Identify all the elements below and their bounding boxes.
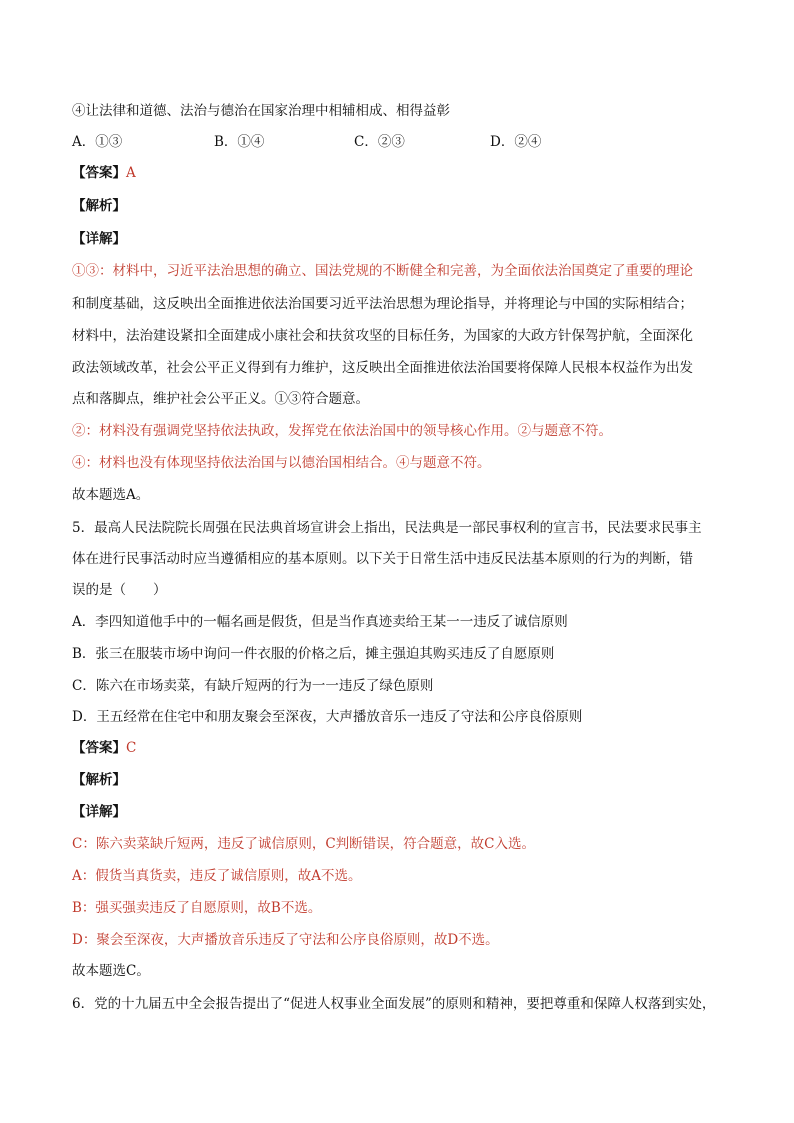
q5-option-a: A．李四知道他手中的一幅名画是假货，但是当作真迹卖给王某一一违反了诚信原则 bbox=[72, 614, 568, 630]
q5-stem-line: 误的是（ ） bbox=[72, 582, 167, 598]
q4-detail-line: 材料中，法治建设紧扣全面建成小康社会和扶贫攻坚的目标任务，为国家的大政方针保驾护航，全面深化 bbox=[72, 328, 693, 344]
q6-stem-line: 6．党的十九届五中全会报告提出了“促进人权事业全面发展”的原则和精神，要把尊重和保障人权落到实处， bbox=[72, 996, 716, 1012]
q4-detail-line: ④：材料也没有体现坚持依法治国与以德治国相结合。④与题意不符。 bbox=[72, 455, 491, 471]
q5-conclusion: 故本题选C。 bbox=[72, 963, 150, 979]
q4-detail-line: 政法领域改革，社会公平正义得到有力维护，这反映出全面推进依法治国要将保障人民根本权益作为出发 bbox=[72, 360, 693, 376]
q4-option-b: B．①④ bbox=[214, 134, 265, 150]
q4-detail-line: ②：材料没有强调党坚持依法执政，发挥党在依法治国中的领导核心作用。②与题意不符。 bbox=[72, 423, 612, 439]
q4-detail-line: ①③：材料中，习近平法治思想的确立、国法党规的不断健全和完善，为全面依法治国奠定了重要的理论 bbox=[72, 263, 693, 279]
q5-stem-line: 5．最高人民法院院长周强在民法典首场宣讲会上指出，民法典是一部民事权利的宣言书，民法要求民事主 bbox=[72, 520, 702, 536]
q4-detail-line: 点和落脚点，维护社会公平正义。①③符合题意。 bbox=[72, 391, 369, 407]
q4-option-c: C．②③ bbox=[354, 134, 405, 150]
answer-label: 【答案】 bbox=[72, 165, 126, 181]
q4-detail-line: 和制度基础，这反映出全面推进依法治国要习近平法治思想为理论指导，并将理论与中国的实际相结合； bbox=[72, 296, 693, 312]
q4-conclusion: 故本题选A。 bbox=[72, 487, 150, 503]
answer-value: C bbox=[126, 740, 137, 756]
q5-option-c: C．陈六在市场卖菜，有缺斤短两的行为一一违反了绿色原则 bbox=[72, 678, 434, 694]
q4-option-a: A．①③ bbox=[72, 134, 123, 150]
q5-detail-line: B：强买强卖违反了自愿原则，故B不选。 bbox=[72, 900, 322, 916]
q4-detail-label: 【详解】 bbox=[72, 231, 126, 247]
q5-detail-line: A：假货当真货卖，违反了诚信原则，故A不选。 bbox=[72, 868, 362, 884]
q5-option-b: B．张三在服装市场中询问一件衣服的价格之后，摊主强迫其购买违反了自愿原则 bbox=[72, 646, 555, 662]
q4-analysis-label: 【解析】 bbox=[72, 198, 126, 214]
q5-analysis-label: 【解析】 bbox=[72, 772, 126, 788]
answer-value: A bbox=[126, 165, 136, 181]
q4-options bbox=[72, 132, 541, 152]
q4-option-4: ④让法律和道德、法治与德治在国家治理中相辅相成、相得益彰 bbox=[72, 103, 450, 119]
answer-label: 【答案】 bbox=[72, 740, 126, 756]
q5-detail-line: D：聚会至深夜，大声播放音乐违反了守法和公序良俗原则，故D不选。 bbox=[72, 932, 499, 948]
q4-answer bbox=[72, 163, 136, 183]
q5-option-d: D．王五经常在住宅中和朋友聚会至深夜，大声播放音乐一违反了守法和公序良俗原则 bbox=[72, 709, 583, 725]
q5-answer bbox=[72, 738, 136, 758]
q5-detail-label: 【详解】 bbox=[72, 804, 126, 820]
q5-stem-line: 体在进行民事活动时应当遵循相应的基本原则。以下关于日常生活中违反民法基本原则的行为的判断，错 bbox=[72, 551, 693, 567]
q4-option-d: D．②④ bbox=[490, 134, 542, 150]
q5-detail-line: C：陈六卖菜缺斤短两，违反了诚信原则，C判断错误，符合题意，故C入选。 bbox=[72, 836, 535, 852]
